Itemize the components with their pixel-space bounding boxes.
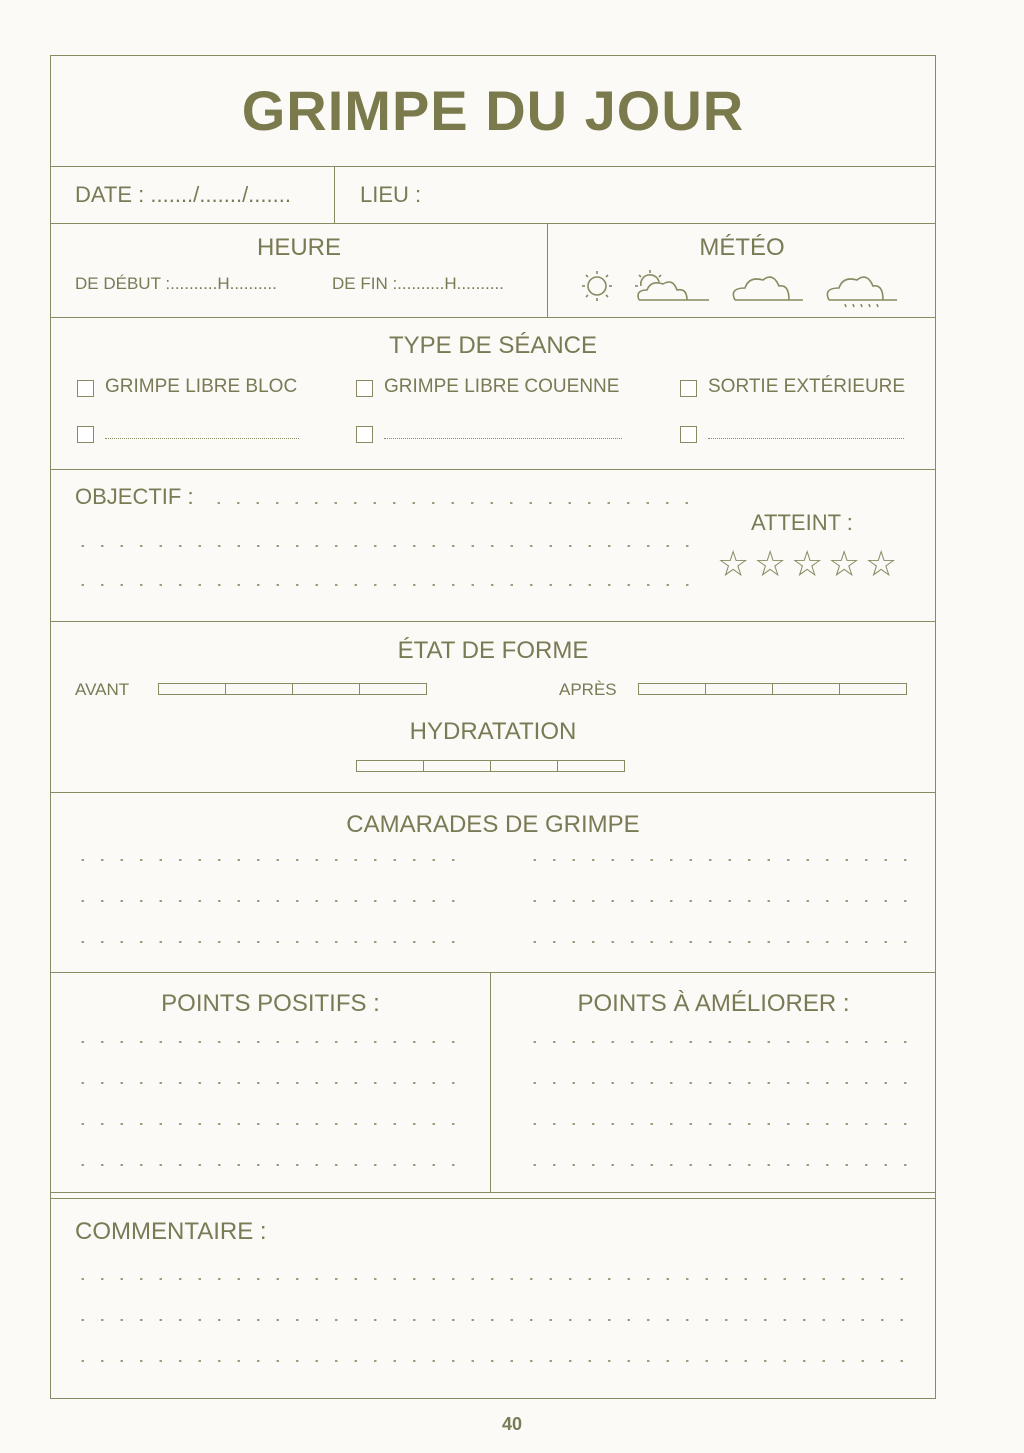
checkbox-custom-2[interactable] <box>356 426 373 443</box>
divider-heure <box>51 317 935 318</box>
cloud-icon[interactable] <box>733 277 803 300</box>
divider-objectif <box>51 621 935 622</box>
commentaire-line[interactable] <box>73 1278 915 1280</box>
sun-icon[interactable] <box>582 271 612 301</box>
divider-points-double <box>51 1198 935 1199</box>
divider-camarades <box>51 972 935 973</box>
objectif-line-3[interactable] <box>73 584 689 586</box>
checkbox-sortie-exterieure[interactable] <box>680 380 697 397</box>
date-field[interactable]: DATE : ......./......./....... <box>75 182 291 207</box>
apres-label: APRÈS <box>559 680 617 699</box>
custom-option-field-3[interactable] <box>708 436 904 439</box>
apres-scale[interactable] <box>638 683 907 695</box>
objectif-line-2[interactable] <box>73 545 689 547</box>
points-positifs-title: POINTS POSITIFS : <box>161 990 380 1017</box>
option-sortie-exterieure: SORTIE EXTÉRIEURE <box>708 376 906 397</box>
camarades-line[interactable] <box>525 859 915 861</box>
star-icon[interactable]: ☆ <box>828 543 861 584</box>
custom-option-field-1[interactable] <box>105 436 299 439</box>
custom-option-field-2[interactable] <box>384 436 622 439</box>
points-ameliorer-line[interactable] <box>525 1164 915 1166</box>
points-positifs-line[interactable] <box>73 1041 463 1043</box>
camarades-title: CAMARADES DE GRIMPE <box>346 811 640 838</box>
points-ameliorer-line[interactable] <box>525 1123 915 1125</box>
hydratation-title: HYDRATATION <box>409 718 577 745</box>
divider-forme <box>51 792 935 793</box>
points-ameliorer-line[interactable] <box>525 1082 915 1084</box>
camarades-line[interactable] <box>525 941 915 943</box>
hydratation-scale[interactable] <box>356 760 625 772</box>
divider-date-lieu <box>334 166 335 223</box>
rating-stars[interactable] <box>717 543 907 584</box>
etat-forme-title: ÉTAT DE FORME <box>397 637 589 664</box>
lieu-field[interactable] <box>423 199 915 201</box>
star-icon[interactable]: ☆ <box>754 543 787 584</box>
points-ameliorer-line[interactable] <box>525 1041 915 1043</box>
avant-scale[interactable] <box>158 683 427 695</box>
option-grimpe-libre-bloc: GRIMPE LIBRE BLOC <box>105 376 298 397</box>
checkbox-custom-1[interactable] <box>77 426 94 443</box>
page-number: 40 <box>501 1414 523 1434</box>
divider-date <box>51 223 935 224</box>
option-grimpe-libre-couenne: GRIMPE LIBRE COUENNE <box>384 376 620 397</box>
camarades-line[interactable] <box>73 900 463 902</box>
star-icon[interactable]: ☆ <box>791 543 824 584</box>
points-ameliorer-title: POINTS À AMÉLIORER : <box>577 990 850 1017</box>
points-positifs-line[interactable] <box>73 1123 463 1125</box>
sun-cloud-icon[interactable] <box>635 270 709 300</box>
star-icon[interactable]: ☆ <box>717 543 750 584</box>
rain-cloud-icon[interactable] <box>827 277 897 307</box>
star-icon[interactable]: ☆ <box>865 543 898 584</box>
commentaire-line[interactable] <box>73 1360 915 1362</box>
atteint-label: ATTEINT : <box>751 510 853 535</box>
lieu-label: LIEU : <box>360 182 422 207</box>
type-seance-title: TYPE DE SÉANCE <box>388 332 598 359</box>
meteo-icons <box>571 262 911 308</box>
points-positifs-line[interactable] <box>73 1164 463 1166</box>
commentaire-line[interactable] <box>73 1319 915 1321</box>
avant-label: AVANT <box>75 680 130 699</box>
checkbox-grimpe-libre-bloc[interactable] <box>77 380 94 397</box>
camarades-line[interactable] <box>525 900 915 902</box>
divider-points <box>51 1192 935 1193</box>
camarades-line[interactable] <box>73 859 463 861</box>
points-positifs-line[interactable] <box>73 1082 463 1084</box>
heure-debut-field[interactable]: DE DÉBUT :..........H.......... <box>75 274 277 293</box>
objectif-label: OBJECTIF : <box>75 484 194 509</box>
objectif-line-1[interactable] <box>209 502 689 504</box>
checkbox-custom-3[interactable] <box>680 426 697 443</box>
journal-page-frame <box>50 55 936 1399</box>
commentaire-label: COMMENTAIRE : <box>75 1218 267 1245</box>
heure-fin-field[interactable]: DE FIN :..........H.......... <box>332 274 504 293</box>
camarades-line[interactable] <box>73 941 463 943</box>
divider-type <box>51 469 935 470</box>
meteo-title: MÉTÉO <box>699 234 785 261</box>
page-title: GRIMPE DU JOUR <box>241 79 745 142</box>
divider-title <box>51 166 935 167</box>
heure-title: HEURE <box>256 234 341 261</box>
checkbox-grimpe-libre-couenne[interactable] <box>356 380 373 397</box>
